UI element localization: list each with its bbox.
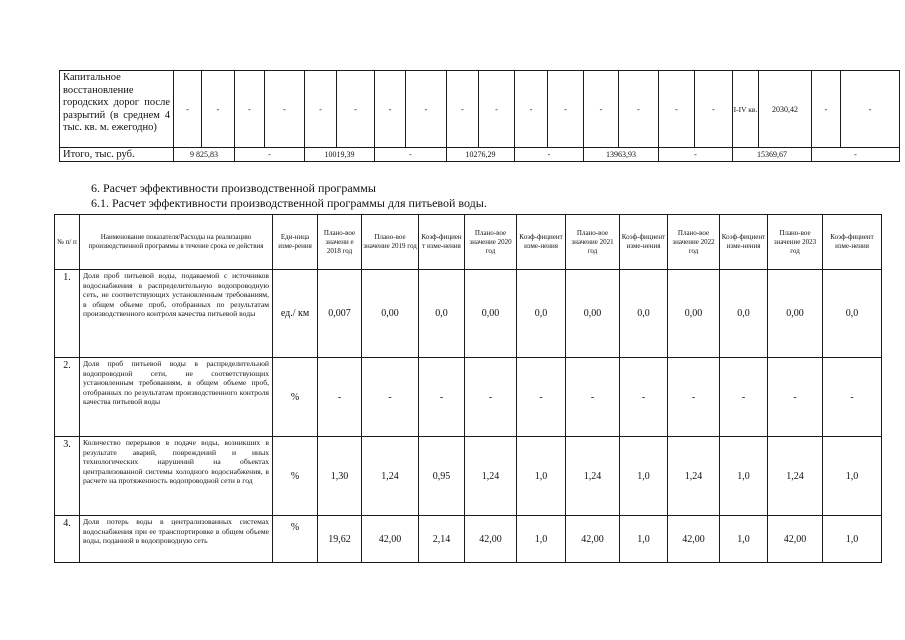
header-num: № п/ п [55,215,80,270]
row-value: - [823,358,882,437]
row-unit: % [273,358,318,437]
row-value: 42,00 [566,516,620,563]
total-row [60,148,900,162]
row-value: 0,0 [419,270,465,358]
row-value: 0,00 [566,270,620,358]
row-value: 0,00 [768,270,823,358]
cell: - [812,71,841,148]
total-label: Итого, тыс. руб. [60,148,174,162]
row-value: 1,24 [566,437,620,516]
row-description: Доля потерь воды в централизованных системах водоснабжения при ее транспортировке в общем объеме воды, поданной в водопроводную сеть [80,516,273,563]
cell: - [174,71,202,148]
cell-period: I-IV кв. [733,71,759,148]
row-value: 1,24 [768,437,823,516]
row-number: 2. [55,358,80,437]
total-value: - [235,148,305,162]
row-value: 19,62 [318,516,362,563]
row-unit: % [273,437,318,516]
row-description: Количество перерывов в подаче воды, возникших в результате аварий, повреждений и иных технологических нарушений на объектах централизованной системы холодного водоснабжения, в расчете на протяженность водопроводной сети в год [80,437,273,516]
row-value: 1,0 [823,437,882,516]
row-unit: ед./ км [273,270,318,358]
cell: - [375,71,406,148]
row-name: Капитальное восстановление городских дорог после разрытий (в среднем 4 тыс. кв. м. ежегодно) [60,71,174,148]
row-value: 1,0 [517,437,566,516]
header-col: Коэф-фициент изме-нения [620,215,668,270]
header-col: Коэф-фициент изме-нения [720,215,768,270]
header-row [55,215,882,270]
efficiency-table [54,214,882,563]
total-value: - [659,148,733,162]
header-col: Плано-вое значение 2023 год [768,215,823,270]
subsection-heading: 6.1. Расчет эффективности производственной программы для питьевой воды. [91,196,487,210]
row-value: 0,00 [465,270,517,358]
row-value: - [720,358,768,437]
cell: - [659,71,695,148]
row-value: 0,0 [720,270,768,358]
total-value: 10019,39 [305,148,375,162]
row-value: 1,0 [620,516,668,563]
row-value: 42,00 [668,516,720,563]
header-col: Плано-вое значение 2020 год [465,215,517,270]
row-value: 1,0 [620,437,668,516]
total-value: - [812,148,900,162]
table-row [55,437,882,516]
cell: - [548,71,584,148]
row-value: 1,24 [362,437,419,516]
row-number: 4. [55,516,80,563]
row-value: - [419,358,465,437]
row-description: Доля проб питьевой воды, подаваемой с источников водоснабжения в распределительную водопроводную сеть, не соответствующих установленным требованиям, в общем объеме проб, отобранных по результатам производственного контроля качества питьевой воды [80,270,273,358]
table-row [55,270,882,358]
cell: - [265,71,305,148]
row-value: 0,0 [620,270,668,358]
header-col: Коэф-фициен т изме-нения [419,215,465,270]
cell: - [695,71,733,148]
cell: - [337,71,375,148]
row-value: 1,0 [823,516,882,563]
row-value: 1,0 [720,516,768,563]
row-value: - [318,358,362,437]
capital-repair-table [59,70,900,162]
row-value: 0,007 [318,270,362,358]
table-row [60,71,900,148]
header-col: Плано-вое значение 2019 год [362,215,419,270]
row-value: 0,95 [419,437,465,516]
total-value: - [515,148,584,162]
row-unit: % [273,516,318,563]
table-row [55,516,882,563]
row-description: Доля проб питьевой воды в распределительной водопроводной сети, не соответствующих установленным требованиям, в общем объеме проб, отобранных по результатам производственного контроля качества питьевой воды [80,358,273,437]
row-value: - [768,358,823,437]
table-row [55,358,882,437]
row-value: 2,14 [419,516,465,563]
header-col: Коэф-фициент изме-нения [517,215,566,270]
header-name: Наименование показателя/Расходы на реализацию производственной программы в течение срока ее действия [80,215,273,270]
header-col: Коэф-фициент изме-нения [823,215,882,270]
row-value: 42,00 [465,516,517,563]
row-value: 1,24 [668,437,720,516]
row-value: 1,0 [517,516,566,563]
header-col: Плано-вое значени е 2018 год [318,215,362,270]
row-value: - [517,358,566,437]
header-unit: Еди-ница изме-рения [273,215,318,270]
row-value: 0,0 [517,270,566,358]
total-value: 13963,93 [584,148,659,162]
cell: - [406,71,447,148]
cell: - [235,71,265,148]
cell-value: 2030,42 [759,71,812,148]
total-value: 15369,67 [733,148,812,162]
cell: - [202,71,235,148]
row-value: - [465,358,517,437]
row-value: 42,00 [768,516,823,563]
row-value: 1,0 [720,437,768,516]
cell: - [305,71,337,148]
row-value: 0,00 [362,270,419,358]
row-value: - [566,358,620,437]
row-value: 1,30 [318,437,362,516]
header-col: Плано-вое значение 2021 год [566,215,620,270]
row-number: 3. [55,437,80,516]
cell: - [447,71,479,148]
row-value: - [668,358,720,437]
cell: - [515,71,548,148]
cell: - [841,71,900,148]
total-value: 9 825,83 [174,148,235,162]
row-number: 1. [55,270,80,358]
section-heading: 6. Расчет эффективности производственной программы [91,181,376,195]
header-col: Плано-вое значение 2022 год [668,215,720,270]
row-value: - [620,358,668,437]
row-value: 42,00 [362,516,419,563]
row-value: 0,0 [823,270,882,358]
row-value: 0,00 [668,270,720,358]
total-value: 10276,29 [447,148,515,162]
total-value: - [375,148,447,162]
row-value: 1,24 [465,437,517,516]
row-value: - [362,358,419,437]
cell: - [479,71,515,148]
cell: - [584,71,619,148]
cell: - [619,71,659,148]
